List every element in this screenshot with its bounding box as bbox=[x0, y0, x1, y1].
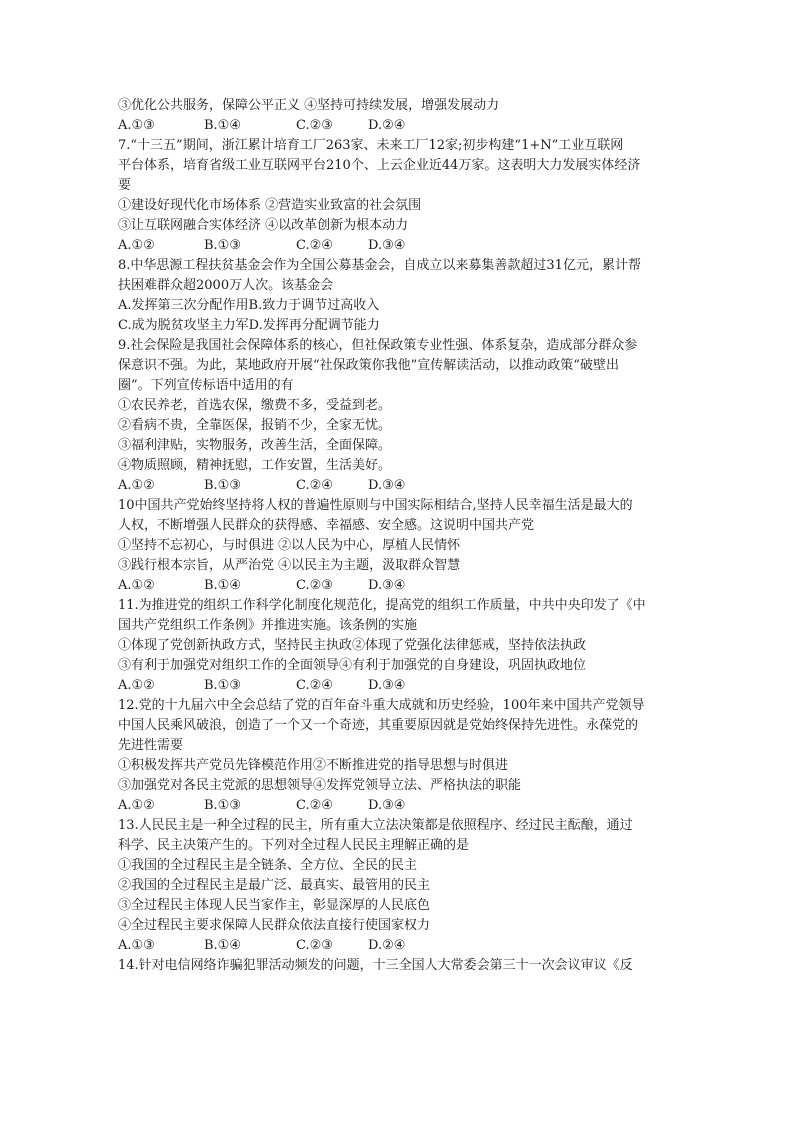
q9-item-line: ③福利津贴，实物服务，改善生活，全面保障。 bbox=[118, 438, 392, 453]
q12-option-a: A.①② bbox=[118, 798, 155, 813]
q10-option-a: A.①② bbox=[118, 578, 155, 593]
q10-stem-line: 10中国共产党始终坚持将人权的普遍性原则与中国实际相结合,坚持人民幸福生活是最大的 bbox=[118, 498, 633, 513]
q13-option-c: C.②③ bbox=[296, 938, 333, 953]
q7-option-d: D.③④ bbox=[368, 238, 406, 253]
q12-item-line: ①积极发挥共产党员先锋模范作用②不断推进党的指导思想与时俱进 bbox=[118, 758, 509, 773]
q9-stem-line: 9.社会保险是我国社会保障体系的核心，但社保政策专业性强、体系复杂，造成部分群众参 bbox=[118, 338, 638, 353]
q11-stem-line: 国共产党组织工作条例》并推进实施。该条例的实施 bbox=[118, 618, 418, 633]
q11-item-line: ③有利于加强党对组织工作的全面领导④有利于加强党的自身建设，巩固执政地位 bbox=[118, 658, 587, 673]
q13-option-d: D.②④ bbox=[368, 938, 406, 953]
q11-options bbox=[118, 676, 684, 696]
q8-stem-line: 扶困难群众超2000万人次。该基金会 bbox=[118, 278, 334, 293]
q7-option-c: C.②④ bbox=[296, 238, 333, 253]
q7-item-line: ①建设好现代化市场体系 ②营造实业致富的社会氛围 bbox=[118, 198, 422, 213]
q11-option-a: A.①② bbox=[118, 678, 155, 693]
q8-option-line: A.发挥第三次分配作用B.致力于调节过高收入 bbox=[118, 298, 380, 313]
q7-stem-line: 7.“十三五”期间，浙江累计培育工厂263家、未来工厂12家;初步构建“1+N”工业互联网 bbox=[118, 138, 624, 153]
q10-item-line: ③践行根本宗旨，从严治党 ④以民主为主题，汲取群众智慧 bbox=[118, 558, 461, 573]
q11-stem-line: 11.为推进党的组织工作科学化制度化规范化，提高党的组织工作质量，中共中央印发了《中 bbox=[118, 598, 646, 613]
q10-options bbox=[118, 576, 684, 596]
q6-options bbox=[118, 116, 684, 136]
q6-option-b: B.①④ bbox=[204, 118, 241, 133]
q12-option-d: D.③④ bbox=[368, 798, 406, 813]
q13-stem-line: 科学、民主决策产生的。下列对全过程人民民主理解正确的是 bbox=[118, 838, 470, 853]
q13-item-line: ③全过程民主体现人民当家作主，彰显深厚的人民底色 bbox=[118, 898, 431, 913]
q7-stem-line: 平台体系，培育省级工业互联网平台210个、上云企业近44万家。这表明大力发展实体经济 bbox=[118, 158, 641, 173]
q6-option-a: A.①③ bbox=[118, 118, 155, 133]
q9-item-line: ①农民养老，首选农保，缴费不多，受益到老。 bbox=[118, 398, 392, 413]
q11-item-line: ①体现了党创新执政方式，坚持民主执政②体现了党强化法律惩戒，坚持依法执政 bbox=[118, 638, 587, 653]
q13-item-line: ①我国的全过程民主是全链条、全方位、全民的民主 bbox=[118, 858, 418, 873]
q10-stem-line: 人权，不断增强人民群众的获得感、幸福感、安全感。这说明中国共产党 bbox=[118, 518, 535, 533]
q9-option-b: B.①③ bbox=[204, 478, 241, 493]
q9-option-d: D.③④ bbox=[368, 478, 406, 493]
q11-option-d: D.③④ bbox=[368, 678, 406, 693]
q9-stem-line: 保意识不强。为此，某地政府开展“社保政策你我他”宣传解读活动，以推动政策“破壁出 bbox=[118, 358, 619, 373]
q9-item-line: ②看病不贵，全靠医保，报销不少，全家无忧。 bbox=[118, 418, 392, 433]
q9-item-line: ④物质照顾，精神抚慰，工作安置，生活美好。 bbox=[118, 458, 392, 473]
q14-stem-line: 14.针对电信网络诈骗犯罪活动频发的问题，十三全国人大常委会第三十一次会议审议《反 bbox=[118, 958, 633, 973]
exam-page bbox=[118, 96, 684, 976]
q12-stem-line: 12.党的十九届六中全会总结了党的百年奋斗重大成就和历史经验，100年来中国共产党领导 bbox=[118, 698, 645, 713]
q11-option-b: B.①③ bbox=[204, 678, 241, 693]
q10-option-b: B.①④ bbox=[204, 578, 241, 593]
q11-option-c: C.②④ bbox=[296, 678, 333, 693]
q7-option-b: B.①③ bbox=[204, 238, 241, 253]
q12-item-line: ③加强党对各民主党派的思想领导④发挥党领导立法、严格执法的职能 bbox=[118, 778, 522, 793]
q10-option-d: D.③④ bbox=[368, 578, 406, 593]
q13-item-line: ②我国的全过程民主是最广泛、最真实、最管用的民主 bbox=[118, 878, 431, 893]
q13-option-b: B.①④ bbox=[204, 938, 241, 953]
q6-option-d: D.②④ bbox=[368, 118, 406, 133]
q10-option-c: C.②③ bbox=[296, 578, 333, 593]
q12-stem-line: 先进性需要 bbox=[118, 738, 184, 753]
q9-option-a: A.①② bbox=[118, 478, 155, 493]
q7-option-a: A.①② bbox=[118, 238, 155, 253]
q9-option-c: C.②④ bbox=[296, 478, 333, 493]
q13-item-line: ④全过程民主要求保障人民群众依法直接行使国家权力 bbox=[118, 918, 431, 933]
q12-option-c: C.②④ bbox=[296, 798, 333, 813]
q6-option-c: C.②③ bbox=[296, 118, 333, 133]
q12-options bbox=[118, 796, 684, 816]
q7-options bbox=[118, 236, 684, 256]
q6-items-line: ③优化公共服务，保障公平正义 ④坚持可持续发展，增强发展动力 bbox=[118, 98, 500, 113]
q13-stem-line: 13.人民民主是一种全过程的民主，所有重大立法决策都是依照程序、经过民主酝酿，通过 bbox=[118, 818, 633, 833]
q12-stem-line: 中国人民乘风破浪，创造了一个又一个奇迹，其重要原因就是党始终保持先进性。永葆党的 bbox=[118, 718, 639, 733]
q9-options bbox=[118, 476, 684, 496]
q10-item-line: ①坚持不忘初心，与时俱进 ②以人民为中心，厚植人民情怀 bbox=[118, 538, 461, 553]
q8-option-line: C.成为脱贫攻坚主力军D.发挥再分配调节能力 bbox=[118, 318, 380, 333]
q12-option-b: B.①③ bbox=[204, 798, 241, 813]
q13-options bbox=[118, 936, 684, 956]
q7-item-line: ③让互联网融合实体经济 ④以改革创新为根本动力 bbox=[118, 218, 409, 233]
q9-stem-line: 圈”。下列宣传标语中适用的有 bbox=[118, 378, 294, 393]
q13-option-a: A.①③ bbox=[118, 938, 155, 953]
q7-stem-line: 要 bbox=[118, 178, 132, 193]
q8-stem-line: 8.中华思源工程扶贫基金会作为全国公募基金会，自成立以来募集善款超过31亿元，累计帮 bbox=[118, 258, 641, 273]
